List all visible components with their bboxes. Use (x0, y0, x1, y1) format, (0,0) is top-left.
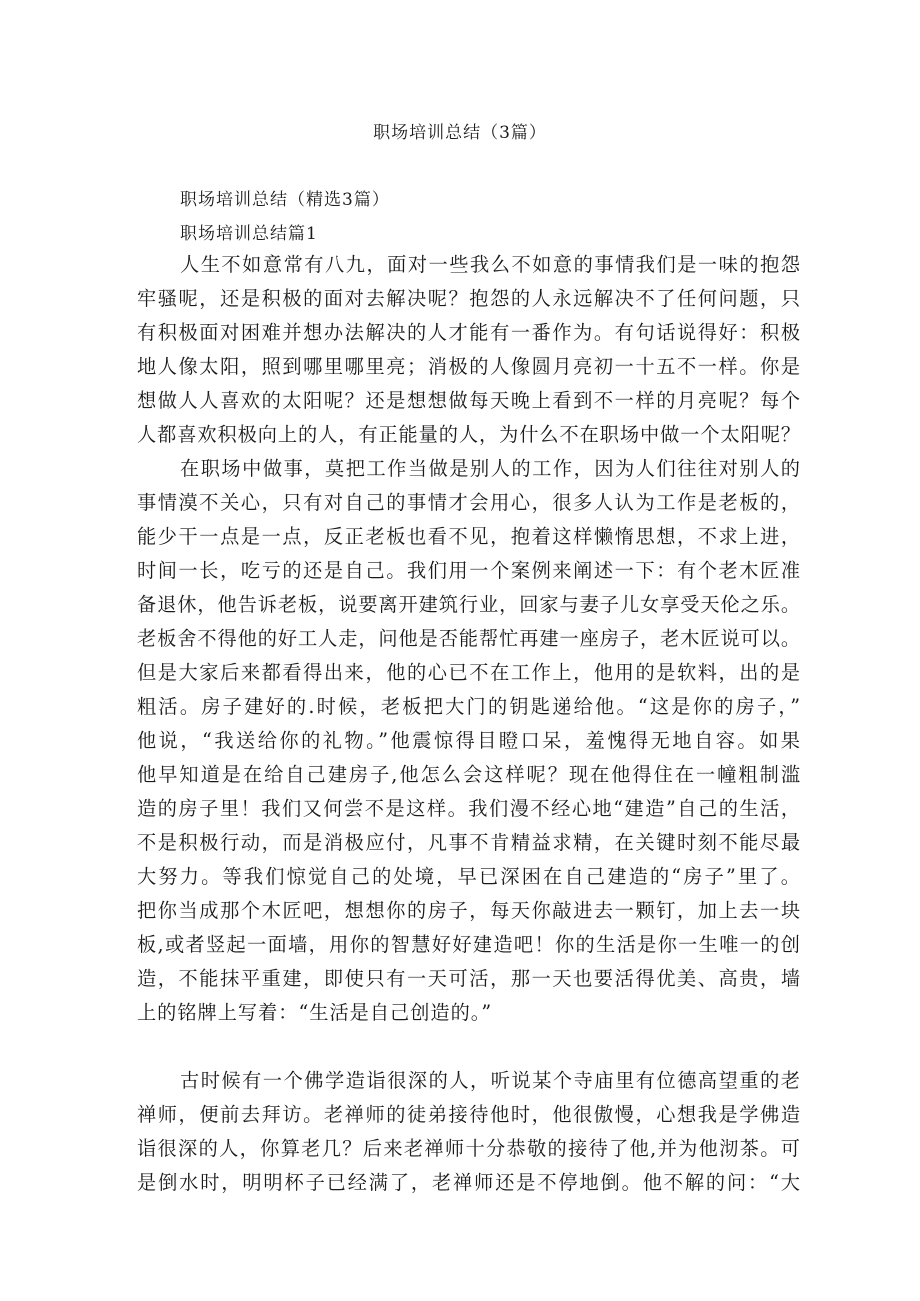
text-line-content: 老板舍不得他的好工人走，问他是否能帮忙再建一座房子，老木匠说可以。 (137, 627, 801, 650)
text-line (0, 996, 920, 1030)
text-line (0, 690, 920, 724)
text-line (0, 826, 920, 860)
text-line (0, 962, 920, 996)
text-line (0, 860, 920, 894)
document-subtitle: 职场培训总结（精选3篇） (180, 190, 390, 210)
text-line-content: 有积极面对困难并想办法解决的人才能有一番作为。有句话说得好：积极 (137, 321, 802, 344)
text-line (0, 588, 920, 622)
text-line (0, 928, 920, 962)
text-line-content: 造，不能抹平重建，即使只有一天可活，那一天也要活得优美、高贵，墙 (137, 967, 802, 990)
text-line-content: 造的房子里！我们又何尝不是这样。我们漫不经心地“建造”自己的生活， (137, 797, 802, 820)
text-line-content: 但是大家后来都看得出来，他的心已不在工作上，他用的是软料，出的是 (137, 661, 802, 684)
text-line-content: 人都喜欢积极向上的人，有正能量的人，为什么不在职场中做一个太阳呢？ (137, 423, 801, 446)
text-line-content: 禅师，便前去拜访。老禅师的徒弟接待他时，他很傲慢，心想我是学佛造 (137, 1103, 802, 1126)
text-line-content: 备退休，他告诉老板，说要离开建筑行业，回家与妻子儿女享受天伦之乐。 (137, 593, 801, 616)
text-line (0, 452, 920, 486)
text-line (0, 384, 920, 418)
document-title: 职场培训总结（3篇） (373, 123, 547, 143)
text-line (0, 486, 920, 520)
text-line (0, 724, 920, 758)
text-line-content: 人生不如意常有八九，面对一些我么不如意的事情我们是一味的抱怨 (180, 253, 802, 276)
text-line-content: 古时候有一个佛学造诣很深的人，听说某个寺庙里有位德高望重的老 (180, 1069, 802, 1092)
text-line (0, 792, 920, 826)
text-line (0, 622, 920, 656)
text-line-content: 是倒水时，明明杯子已经满了，老禅师还是不停地倒。他不解的问：“大 (137, 1171, 802, 1194)
text-line (0, 248, 920, 282)
text-line-content: 粗活。房子建好的.时候，老板把大门的钥匙递给他。“这是你的房子，” (137, 695, 803, 718)
text-line-content: 地人像太阳，照到哪里哪里亮；消极的人像圆月亮初一十五不一样。你是 (137, 355, 802, 378)
text-line (0, 350, 920, 384)
text-line-content: 诣很深的人，你算老几？后来老禅师十分恭敬的接待了他,并为他沏茶。可 (137, 1137, 802, 1160)
text-line-content: 他说，“我送给你的礼物。”他震惊得目瞪口呆，羞愧得无地自容。如果 (137, 729, 803, 752)
text-line-content: 大努力。等我们惊觉自己的处境，早已深困在自己建造的“房子”里了。 (137, 865, 803, 888)
text-line (0, 1098, 920, 1132)
text-line-content: 事情漠不关心，只有对自己的事情才会用心，很多人认为工作是老板的， (137, 491, 802, 514)
text-line-content: 上的铭牌上写着：“生活是自己创造的。” (137, 1001, 493, 1024)
text-line (0, 554, 920, 588)
text-line (0, 418, 920, 452)
text-line-content: 他早知道是在给自己建房子,他怎么会这样呢？现在他得住在一幢粗制滥 (137, 763, 803, 786)
section-heading: 职场培训总结篇1 (180, 224, 318, 244)
text-line (0, 520, 920, 554)
text-line (0, 1132, 920, 1166)
text-line-content: 在职场中做事，莫把工作当做是别人的工作，因为人们往往对别人的 (180, 457, 802, 480)
text-line (0, 1166, 920, 1200)
text-line (0, 894, 920, 928)
text-line-content: 时间一长，吃亏的还是自己。我们用一个案例来阐述一下：有个老木匠准 (137, 559, 802, 582)
text-line (0, 1064, 920, 1098)
text-line-content: 牢骚呢，还是积极的面对去解决呢？抱怨的人永远解决不了任何问题，只 (137, 287, 802, 310)
text-line (0, 316, 920, 350)
text-line-content: 想做人人喜欢的太阳呢？还是想想做每天晚上看到不一样的月亮呢？每个 (137, 389, 802, 412)
text-line (0, 282, 920, 316)
text-line (0, 656, 920, 690)
text-line-content: 不是积极行动，而是消极应付，凡事不肯精益求精，在关键时刻不能尽最 (137, 831, 802, 854)
text-line (0, 758, 920, 792)
text-line-content: 把你当成那个木匠吧，想想你的房子，每天你敲进去一颗钉，加上去一块 (137, 899, 802, 922)
text-line-content: 板,或者竖起一面墙，用你的智慧好好建造吧！你的生活是你一生唯一的创 (137, 933, 802, 956)
text-line-content: 能少干一点是一点，反正老板也看不见，抱着这样懒惰思想，不求上进， (137, 525, 802, 548)
